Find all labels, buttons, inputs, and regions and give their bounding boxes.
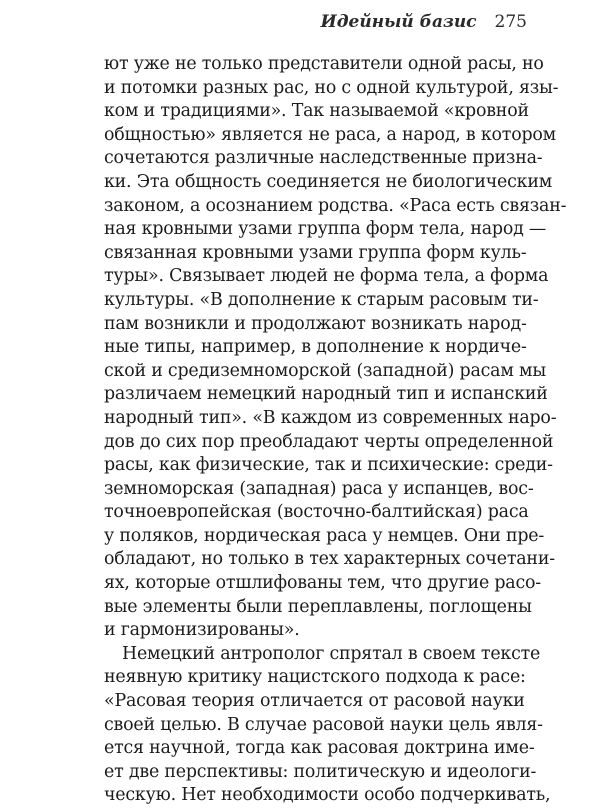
text-line: расы, как физические, так и психические: среди-	[104, 455, 553, 476]
text-line: туры». Связывает людей не форма тела, а форма	[104, 266, 549, 287]
text-line: законом, а осознанием родства. «Раса есть связан-	[104, 195, 567, 216]
text-line: ные типы, например, в дополнение к нордиче-	[104, 337, 527, 358]
text-line: ют уже не только представители одной расы, но	[104, 54, 544, 74]
text-line: ная кровными узами группа форм тела, народ —	[104, 219, 547, 240]
text-line: вые элементы были переплавлены, поглощены	[104, 596, 532, 617]
text-line: и потомки разных рас, но с одной культурой, язы-	[104, 77, 559, 98]
paragraph	[104, 643, 551, 808]
text-line: и гармонизированы».	[104, 620, 300, 641]
text-line: ской и средиземноморской (западной) расам мы	[104, 360, 546, 381]
text-line: точноевропейская (восточно-балтийская) раса	[104, 502, 529, 523]
running-head	[321, 12, 527, 32]
text-line: земноморская (западная) раса у испанцев, вос-	[104, 478, 534, 499]
body-text	[104, 53, 567, 808]
text-line: сочетаются различные наследственные призна-	[104, 148, 543, 169]
text-line: ется научной, тогда как расовая доктрина име-	[104, 738, 535, 759]
text-line: дов до сих пор преобладают черты определенной	[104, 431, 554, 452]
text-line: ях, которые отшлифованы тем, что другие расо-	[104, 573, 541, 594]
text-line: связанная кровными узами группа форм куль-	[104, 242, 527, 263]
text-line: ком и традициями». Так называемой «кровной	[104, 101, 529, 122]
text-line: своей целью. В случае расовой науки цель явля-	[104, 714, 543, 735]
running-title: Идейный базис	[320, 12, 477, 32]
text-line: обладают, но только в тех характерных сочетани-	[104, 549, 555, 570]
text-line: ки. Эта общность соединяется не биологическим	[104, 171, 553, 192]
text-line: культуры. «В дополнение к старым расовым ти-	[104, 289, 539, 310]
text-line: ет две перспективы: политическую и идеологи-	[104, 761, 537, 782]
paragraph	[104, 53, 567, 643]
text-line: неявную критику нацистского подхода к расе:	[104, 667, 526, 688]
page-number: 275	[494, 12, 527, 32]
text-line: «Расовая теория отличается от расовой науки	[104, 691, 525, 712]
text-line: Немецкий антрополог спрятал в своем тексте	[122, 643, 541, 664]
text-line: ческую. Нет необходимости особо подчеркивать,	[104, 785, 551, 806]
text-line: общностью» является не раса, а народ, в котором	[104, 124, 557, 145]
text-line: народный тип». «В каждом из современных наро-	[104, 407, 557, 428]
text-line: различаем немецкий народный тип и испанский	[104, 384, 548, 405]
text-line: у поляков, нордическая раса у немцев. Они пре-	[104, 525, 545, 546]
text-line: пам возникли и продолжают возникать народ-	[104, 313, 527, 334]
